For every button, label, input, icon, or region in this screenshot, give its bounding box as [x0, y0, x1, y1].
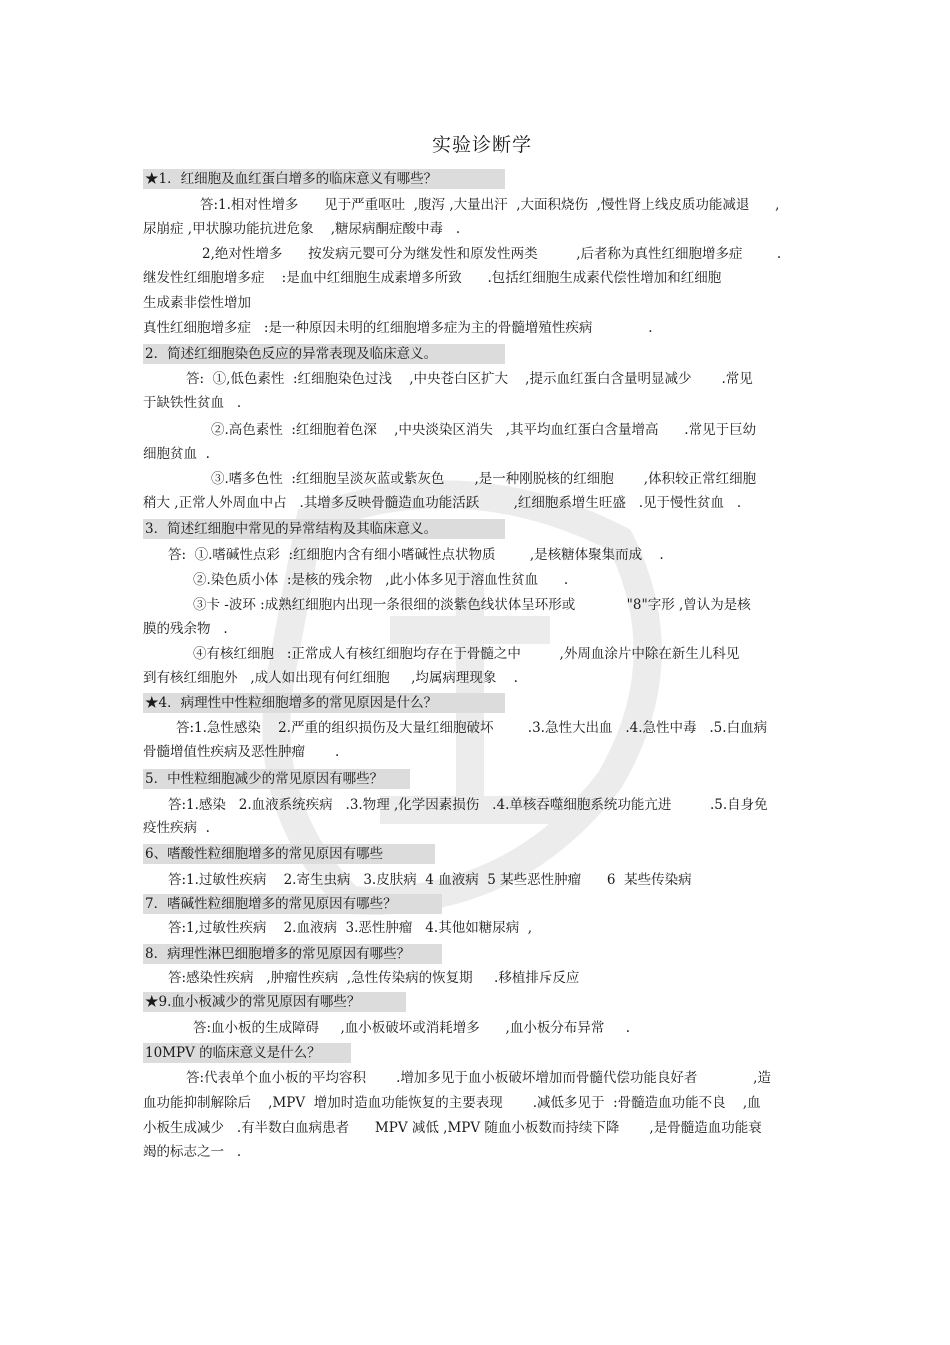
- answer-2-line-3: ②.高色素性 :红细胞着色深 ,中央淡染区消失 ,其平均血红蛋白含量增高 .常见于巨幼: [211, 422, 757, 438]
- answer-2-line-1: 答: ①,低色素性 :红细胞染色过浅 ,中央苍白区扩大 ,提示血红蛋白含量明显减少 .常见: [186, 371, 753, 387]
- answer-3-line-1: 答: ①.嗜碱性点彩 :红细胞内含有细小嗜碱性点状物质 ,是核糖体聚集而成 .: [168, 547, 664, 563]
- answer-2-line-4: 细胞贫血 .: [143, 446, 210, 462]
- question-4-heading: ★4．病理性中性粒细胞增多的常见原因是什么？: [143, 693, 505, 713]
- answer-2-line-5: ③.嗜多色性 :红细胞呈淡灰蓝或紫灰色 ,是一种刚脱核的红细胞 ,体积较正常红细胞: [211, 471, 757, 487]
- answer-5-line-1: 答:1.感染 2.血液系统疾病 .3.物理 ,化学因素损伤 .4.单核吞噬细胞系统功能亢进 .5.自身免: [168, 797, 768, 813]
- answer-10-line-2: 血功能抑制解除后 ,MPV 增加时造血功能恢复的主要表现 .减低多见于 :骨髓造血功能不良 ,血: [143, 1095, 761, 1111]
- question-7-heading: 7．嗜碱性粒细胞增多的常见原因有哪些？: [143, 894, 442, 914]
- answer-3-line-6: 到有核红细胞外 ,成人如出现有何红细胞 ,均属病理现象 .: [143, 670, 518, 686]
- answer-4-line-1: 答:1.急性感染 2.严重的组织损伤及大量红细胞破坏 .3.急性大出血 .4.急性中毒 .5.白血病: [176, 720, 768, 736]
- answer-3-line-2: ②.染色质小体 :是核的残余物 ,此小体多见于溶血性贫血 .: [193, 572, 569, 588]
- answer-1-line-5: 生成素非偿性增加: [143, 295, 251, 311]
- question-1-heading: ★1．红细胞及血红蛋白增多的临床意义有哪些？: [143, 169, 505, 189]
- answer-5-line-2: 疫性疾病 .: [143, 820, 210, 836]
- question-5-heading: 5．中性粒细胞减少的常见原因有哪些？: [143, 769, 410, 789]
- answer-1-line-1: 答:1.相对性增多 见于严重呕吐 ,腹泻 ,大量出汗 ,大面积烧伤 ,慢性肾上线皮质功能减退 ,: [200, 197, 780, 213]
- question-2-heading: 2．简述红细胞染色反应的异常表现及临床意义。: [143, 344, 505, 364]
- answer-4-line-2: 骨髓增值性疾病及恶性肿瘤 .: [143, 744, 340, 760]
- page-title: 实验诊断学: [431, 134, 532, 156]
- answer-3-line-5: ④有核红细胞 :正常成人有核红细胞均存在于骨髓之中 ,外周血涂片中除在新生儿科见: [193, 646, 740, 662]
- answer-1-line-4: 继发性红细胞增多症 :是血中红细胞生成素增多所致 .包括红细胞生成素代偿性增加和红细胞: [143, 270, 722, 286]
- question-10-heading: 10MPV 的临床意义是什么？: [143, 1043, 351, 1063]
- answer-10-line-1: 答:代表单个血小板的平均容积 .增加多见于血小板破坏增加而骨髓代偿功能良好者 ,造: [186, 1070, 771, 1086]
- answer-6-line-1: 答:1.过敏性疾病 2.寄生虫病 3.皮肤病 4 血液病 5 某些恶性肿瘤 6 某些传染病: [168, 872, 692, 888]
- answer-1-line-3: 2,绝对性增多 按发病元婴可分为继发性和原发性两类 ,后者称为真性红细胞增多症 .: [202, 246, 782, 262]
- question-9-heading: ★9.血小板减少的常见原因有哪些？: [143, 992, 406, 1012]
- answer-1-line-2: 尿崩症 ,甲状腺功能抗进危象 ,糖尿病酮症酸中毒 .: [143, 221, 461, 237]
- answer-10-line-3: 小板生成减少 .有半数白血病患者 MPV 减低 ,MPV 随血小板数而持续下降 ,是骨髓造血功能衰: [143, 1120, 762, 1136]
- answer-7-line-1: 答:1,过敏性疾病 2.血液病 3.恶性肿瘤 4.其他如糖尿病 ,: [168, 920, 533, 936]
- question-6-heading: 6、嗜酸性粒细胞增多的常见原因有哪些: [143, 844, 435, 864]
- answer-3-line-4: 膜的残余物 .: [143, 621, 228, 637]
- question-3-heading: 3．简述红细胞中常见的异常结构及其临床意义。: [143, 519, 505, 539]
- answer-10-line-4: 竭的标志之一 .: [143, 1144, 242, 1160]
- answer-8-line-1: 答:感染性疾病 ,肿瘤性疾病 ,急性传染病的恢复期 .移植排斥反应: [168, 970, 580, 986]
- question-8-heading: 8．病理性淋巴细胞增多的常见原因有哪些？: [143, 944, 442, 964]
- answer-1-line-6: 真性红细胞增多症 :是一种原因未明的红细胞增多症为主的骨髓增殖性疾病 .: [143, 320, 653, 336]
- answer-2-line-6: 稍大 ,正常人外周血中占 .其增多反映骨髓造血功能活跃 ,红细胞系增生旺盛 .见于慢性贫血 .: [143, 495, 742, 511]
- answer-3-line-3: ③卡 -波环 :成熟红细胞内出现一条很细的淡紫色线状体呈环形或 "8"字形 ,曾认为是核: [193, 597, 751, 613]
- answer-9-line-1: 答:血小板的生成障碍 ,血小板破坏或消耗增多 ,血小板分布异常 .: [193, 1020, 631, 1036]
- answer-2-line-2: 于缺铁性贫血 .: [143, 395, 242, 411]
